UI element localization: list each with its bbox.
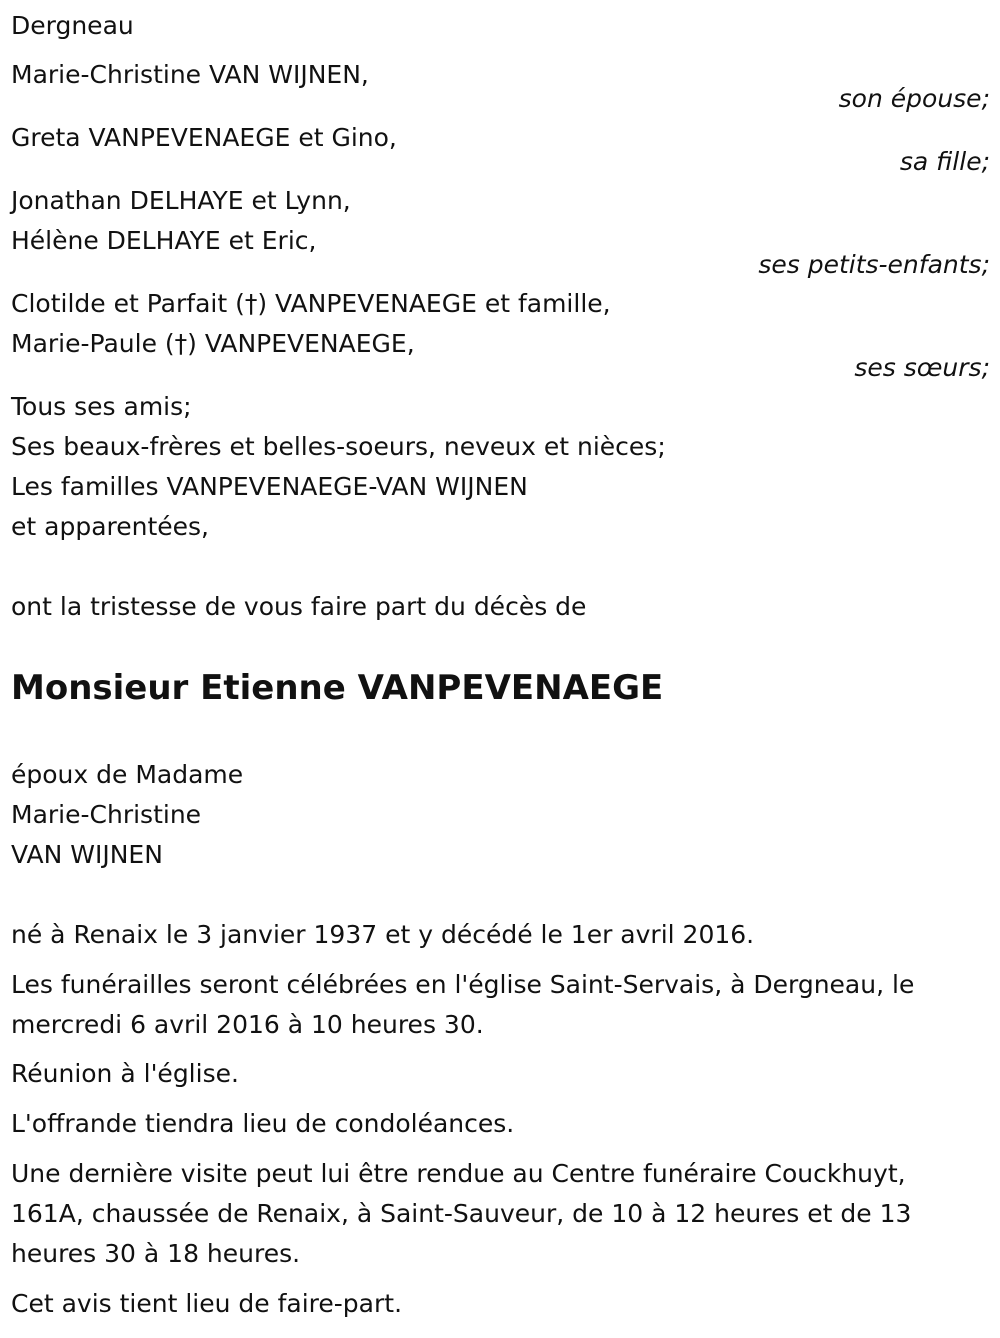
visit-text: heures 30 à 18 heures. <box>11 1239 301 1268</box>
family-name-line: Hélène DELHAYE et Eric, <box>11 226 317 255</box>
others-line: Les familles VANPEVENAEGE-VAN WIJNEN <box>11 472 528 501</box>
birth-death-text: né à Renaix le 3 janvier 1937 et y décédé le 1er avril 2016. <box>11 920 755 949</box>
spouse-line: Marie-Christine <box>11 800 202 829</box>
offering-text: L'offrande tiendra lieu de condoléances. <box>11 1109 515 1138</box>
others-line: Tous ses amis; <box>11 392 192 421</box>
others-line: Ses beaux-frères et belles-soeurs, neveux et nièces; <box>11 432 666 461</box>
family-name-line: Marie-Paule (†) VANPEVENAEGE, <box>11 329 415 358</box>
family-role: sa fille; <box>899 147 990 176</box>
family-name-line: Marie-Christine VAN WIJNEN, <box>11 60 369 89</box>
funeral-text: mercredi 6 avril 2016 à 10 heures 30. <box>11 1010 484 1039</box>
spouse-line: époux de Madame <box>11 760 244 789</box>
family-name-line: Greta VANPEVENAEGE et Gino, <box>11 123 397 152</box>
family-role: ses petits-enfants; <box>758 250 990 279</box>
family-name-line: Jonathan DELHAYE et Lynn, <box>11 186 351 215</box>
meeting-text: Réunion à l'église. <box>11 1059 239 1088</box>
notice-text: Cet avis tient lieu de faire-part. <box>11 1289 403 1318</box>
spouse-line: VAN WIJNEN <box>11 840 163 869</box>
location-heading: Dergneau <box>11 11 134 40</box>
family-role: ses sœurs; <box>854 353 990 382</box>
funeral-text: Les funérailles seront célébrées en l'église Saint-Servais, à Dergneau, le <box>11 970 915 999</box>
visit-text: Une dernière visite peut lui être rendue au Centre funéraire Couckhuyt, <box>11 1159 906 1188</box>
others-line: et apparentées, <box>11 512 209 541</box>
visit-text: 161A, chaussée de Renaix, à Saint-Sauveur, de 10 à 12 heures et de 13 <box>11 1199 912 1228</box>
announcement-text: ont la tristesse de vous faire part du décès de <box>11 592 587 621</box>
deceased-name: Monsieur Etienne VANPEVENAEGE <box>11 668 664 708</box>
family-name-line: Clotilde et Parfait (†) VANPEVENAEGE et famille, <box>11 289 611 318</box>
family-role: son épouse; <box>838 84 990 113</box>
